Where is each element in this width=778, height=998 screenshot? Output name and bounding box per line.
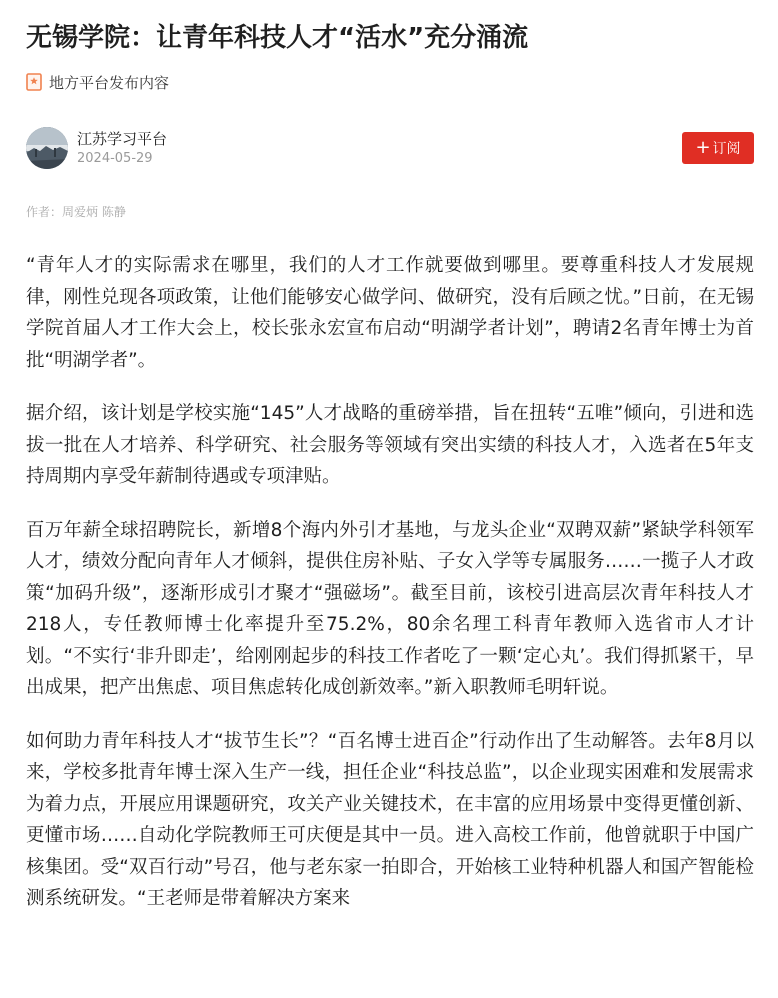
article-paragraph: 据介绍，该计划是学校实施“145”人才战略的重磅举措，旨在扭转“五唯”倾向，引进和选拔一批在人才培养、科学研究、社会服务等领域有突出实绩的科技人才，入选者在5年支持周期内享受年薪制待遇或专项津贴。 <box>26 403 754 487</box>
author-row <box>26 126 754 170</box>
article-paragraph: “青年人才的实际需求在哪里，我们的人才工作就要做到哪里。要尊重科技人才发展规律，刚性兑现各项政策，让他们能够安心做学问、做研究，没有后顾之忧。”日前，在无锡学院首届人才工作大会上，校长张永宏宣布启动“明湖学者计划”，聘请2名青年博士为首批“明湖学者”。 <box>26 255 754 371</box>
bookmark-icon <box>26 73 42 91</box>
article-body <box>26 250 754 937</box>
source-tag <box>26 70 169 94</box>
article-byline: 作者：周爱炳 陈静 <box>26 205 126 219</box>
publish-date: 2024-05-29 <box>77 151 153 166</box>
plus-icon: + <box>695 137 711 158</box>
subscribe-label: 订阅 <box>712 141 741 157</box>
source-label: 地方平台发布内容 <box>49 73 170 92</box>
avatar[interactable] <box>26 127 68 169</box>
article-paragraph: 如何助力青年科技人才“拔节生长”？“百名博士进百企”行动作出了生动解答。去年8月以来，学校多批青年博士深入生产一线，担任企业“科技总监”，以企业现实困难和发展需求为着力点，开展应用课题研究，攻关产业关键技术，在丰富的应用场景中变得更懂创新、更懂市场……自动化学院教师王可庆便是其中一员。进入高校工作前，他曾就职于中国广核集团。受“双百行动”号召，他与老东家一拍即合，开始核工业特种机器人和国产智能检测系统研发。“王老师是带着解决方案来 <box>26 730 754 909</box>
publisher-name[interactable]: 江苏学习平台 <box>77 130 168 148</box>
article-paragraph: 百万年薪全球招聘院长，新增8个海内外引才基地，与龙头企业“双聘双薪”紧缺学科领军人才，绩效分配向青年人才倾斜，提供住房补贴、子女入学等专属服务……一揽子人才政策“加码升级”，逐渐形成引才聚才“强磁场”。截至目前，该校引进高层次青年科技人才218人，专任教师博士化率提升至75.2%，80余名理工科青年教师入选省市人才计划。“不实行‘非升即走’，给刚刚起步的科技工作者吃了一颗‘定心丸’。我们得抓紧干，早出成果，把产出焦虑、项目焦虑转化成创新效率。”新入职教师毛明轩说。 <box>26 519 754 698</box>
subscribe-button[interactable] <box>682 132 754 164</box>
article-title: 无锡学院：让青年科技人才“活水”充分涌流 <box>26 23 529 53</box>
